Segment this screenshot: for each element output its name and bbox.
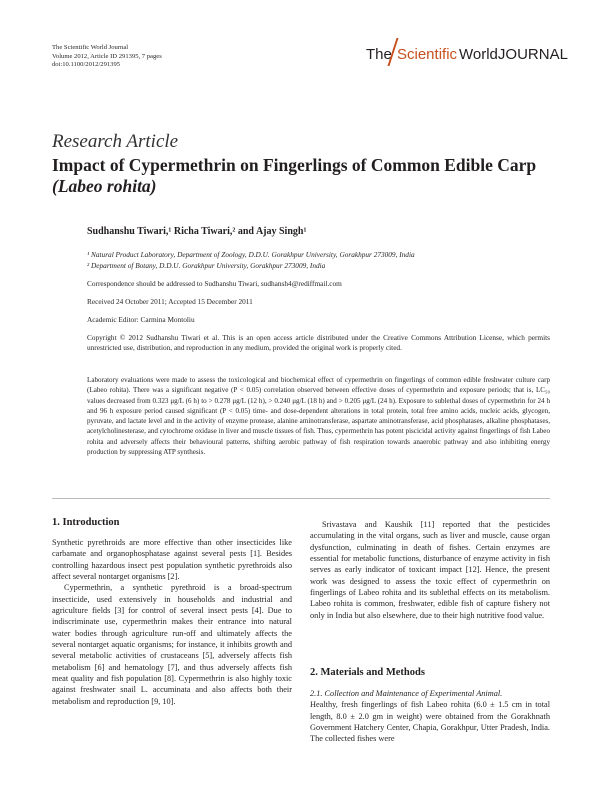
affiliation-1: ¹ Natural Product Laboratory, Department of Zoology, D.D.U. Gorakhpur University, Gorakhpur 273009, India xyxy=(87,250,415,259)
affiliation-2: ² Department of Botany, D.D.U. Gorakhpur University, Gorakhpur 273009, India xyxy=(87,260,326,270)
logo-the: The xyxy=(366,46,392,63)
methods-column xyxy=(310,688,550,745)
correspondence: Correspondence should be addressed to Sudhanshu Tiwari, sudhansh4@rediffmail.com xyxy=(87,279,342,288)
volume-info: Volume 2012, Article ID 291395, 7 pages xyxy=(52,52,162,60)
affiliations xyxy=(87,250,415,271)
intro-paragraph-3: Srivastava and Kaushik [11] reported that the pesticides accumulating in the vital organs, such as liver and muscle, cause organ dysfunction, culminating in death of fishes. Certain enzymes are essential for metabolic functions, disturbance of enzyme activity in fish serves as early indicator of toxicant impact [12]. Hence, the present work was designed to assess the toxic effect of cypermethrin on fingerlings of Labeo rohita and its sublethal effects on its metabolism. Labeo rohita is common, freshwater, edible fish of capture fishery not only in India but also elsewhere, due to their high nutritive food value. xyxy=(310,520,550,620)
journal-logo xyxy=(366,36,568,66)
divider xyxy=(52,498,550,499)
intro-paragraph-1: Synthetic pyrethroids are more effective than other insecticides like carbamate and organophosphatase against several pests [1]. Besides controlling hazardous insect pest population synthetic pyrethroids also affect several nontarget organisms [2]. xyxy=(52,538,292,582)
journal-name: The Scientific World Journal xyxy=(52,44,129,51)
section-heading-methods: 2. Materials and Methods xyxy=(310,667,425,678)
left-column xyxy=(52,537,292,707)
methods-paragraph-1: Healthy, fresh fingerlings of fish Labeo rohita (6.0 ± 1.5 cm in total length, 8.0 ± 2.0 gm in weight) were obtained from the Gorakhnath Government Hatchery Center, Chapia, Gorakhpur, Utter Pradesh, India. The collected fishes were xyxy=(310,700,550,744)
intro-paragraph-2: Cypermethrin, a synthetic pyrethroid is a broad-spectrum insecticide, used extensively in households and industrial and agriculture fields [3] for control of several insect pests [4]. Due to indiscriminate use, cypermethrin makes their entrance into natural water bodies through agriculture run-off and ultimately affects the several nontarget aquatic organisms; for instance, it inhibits growth and several metabolic activities of crustaceans [5], adversely affects fish metabolism [6] and hematology [7], and thus adversely affects fish meat quality and fish population [8]. Cypermethrin is also highly toxic against freshwater snail L. accuminata and also affects both their metabolism and reproduction [9, 10]. xyxy=(52,583,292,706)
doi: doi:10.1100/2012/291395 xyxy=(52,61,121,69)
author-list: Sudhanshu Tiwari,¹ Richa Tiwari,² and Ajay Singh¹ xyxy=(87,226,307,237)
logo-scientific: Scientific xyxy=(397,46,458,63)
article-title xyxy=(52,155,572,197)
abstract: Laboratory evaluations were made to assess the toxicological and biochemical effect of cypermethrin on fingerlings of common edible freshwater culture carp (Labeo rohita). There was a significant negative (P < 0.05) correlation observed between effective doses of cypermethrin and exposure periods; that is, LC₅₀ values decreased from 0.323 μg/L (6 h) to > 0.278 μg/L (12 h), > 0.240 μg/L (18 h) and > 0.205 μg/L (24 h). Exposure to sublethal doses of cypermethrin for 24 h and 96 h exposure period caused significant (P < 0.05) time- and dose-dependent alterations in total protein, total free amino acids, nucleic acids, glycogen, pyruvate, and lactate level and in the activity of enzyme protease, alanine aminotransferase, aspartate aminotransferase, acid phosphatases, alkaline phosphatases, acetylcholinesterase, and cytochrome oxidase in liver and muscle tissues of fish. Thus, cypermethrin has potent piscicidal activity against fingerlings of fish Labeo rohita and adversely affects their behavioural patterns, shifting aerobic pathway of fish respiration towards anaerobic pathway and also inhibiting energy production by suppressing ATP synthesis. xyxy=(87,376,550,457)
right-column xyxy=(310,519,550,621)
article-type: Research Article xyxy=(52,131,179,152)
received-date: Received 24 October 2011; Accepted 15 December 2011 xyxy=(87,297,253,306)
title-line-2: (Labeo rohita) xyxy=(52,176,157,196)
copyright-notice: Copyright © 2012 Sudhanshu Tiwari et al. This is an open access article distributed under the Creative Commons Attribution License, which permits unrestricted use, distribution, and reproduction in any medium, provided the original work is properly cited. xyxy=(87,333,550,353)
logo-world: WorldJOURNAL xyxy=(459,46,568,63)
title-line-1: Impact of Cypermethrin on Fingerlings of Common Edible Carp xyxy=(52,155,537,175)
journal-meta xyxy=(52,44,162,70)
subsection-heading: 2.1. Collection and Maintenance of Experimental Animal. xyxy=(310,689,503,698)
section-heading-introduction: 1. Introduction xyxy=(52,517,120,528)
academic-editor: Academic Editor: Carmina Montoliu xyxy=(87,315,195,324)
